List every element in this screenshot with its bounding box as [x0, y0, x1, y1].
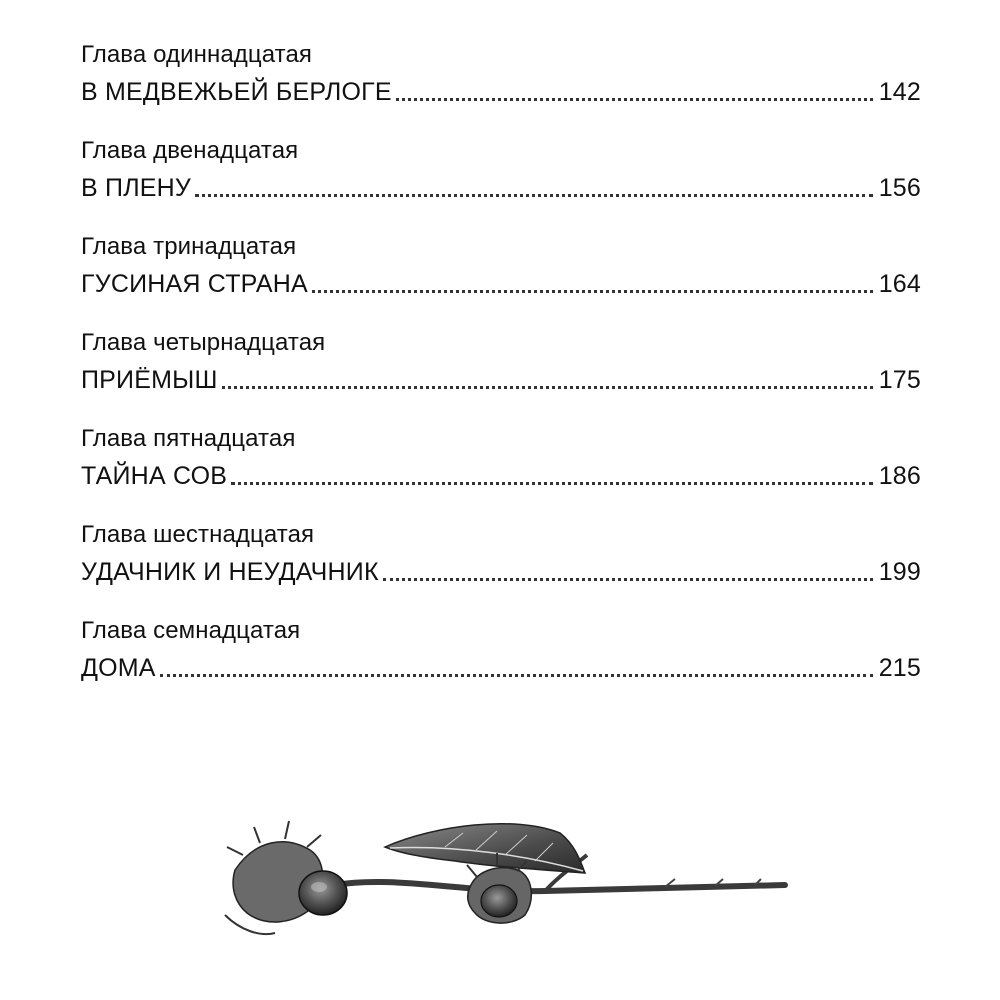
chapter-title: ТАЙНА СОВ: [81, 462, 228, 490]
toc-entry-15[interactable]: [81, 424, 921, 520]
hazelnut-branch-icon: [215, 815, 800, 955]
chapter-title-line: [81, 172, 921, 204]
dot-leader: [222, 386, 873, 389]
page-number: 156: [878, 174, 921, 202]
chapter-title: ГУСИНАЯ СТРАНА: [81, 270, 308, 298]
chapter-title: УДАЧНИК И НЕУДАЧНИК: [81, 558, 379, 586]
chapter-title: В ПЛЕНУ: [81, 174, 192, 202]
chapter-label: Глава шестнадцатая: [81, 521, 315, 548]
toc-entry-14[interactable]: [81, 328, 921, 424]
dot-leader: [396, 98, 873, 101]
chapter-label: Глава тринадцатая: [81, 233, 297, 260]
chapter-label: Глава одиннадцатая: [81, 41, 313, 68]
page-number: 142: [878, 78, 921, 106]
table-of-contents: [81, 40, 921, 712]
toc-entry-12[interactable]: [81, 136, 921, 232]
chapter-title-line: [81, 76, 921, 108]
dot-leader: [312, 290, 873, 293]
chapter-label: Глава пятнадцатая: [81, 425, 296, 452]
chapter-title-line: [81, 652, 921, 684]
page-number: 186: [878, 462, 921, 490]
chapter-title-line: [81, 268, 921, 300]
chapter-label: Глава двенадцатая: [81, 137, 299, 164]
toc-entry-11[interactable]: [81, 40, 921, 136]
page-number: 164: [878, 270, 921, 298]
toc-entry-17[interactable]: [81, 616, 921, 712]
chapter-title-line: [81, 364, 921, 396]
chapter-title-line: [81, 556, 921, 588]
page-number: 199: [878, 558, 921, 586]
toc-entry-16[interactable]: [81, 520, 921, 616]
page-number: 175: [878, 366, 921, 394]
chapter-label: Глава четырнадцатая: [81, 329, 326, 356]
dot-leader: [195, 194, 873, 197]
page-number: 215: [878, 654, 921, 682]
chapter-label: Глава семнадцатая: [81, 617, 301, 644]
chapter-title: В МЕДВЕЖЬЕЙ БЕРЛОГЕ: [81, 78, 392, 106]
dot-leader: [231, 482, 873, 485]
chapter-title: ДОМА: [81, 654, 156, 682]
toc-entry-13[interactable]: [81, 232, 921, 328]
chapter-title-line: [81, 460, 921, 492]
dot-leader: [383, 578, 873, 581]
chapter-title: ПРИЁМЫШ: [81, 366, 218, 394]
dot-leader: [160, 674, 873, 677]
